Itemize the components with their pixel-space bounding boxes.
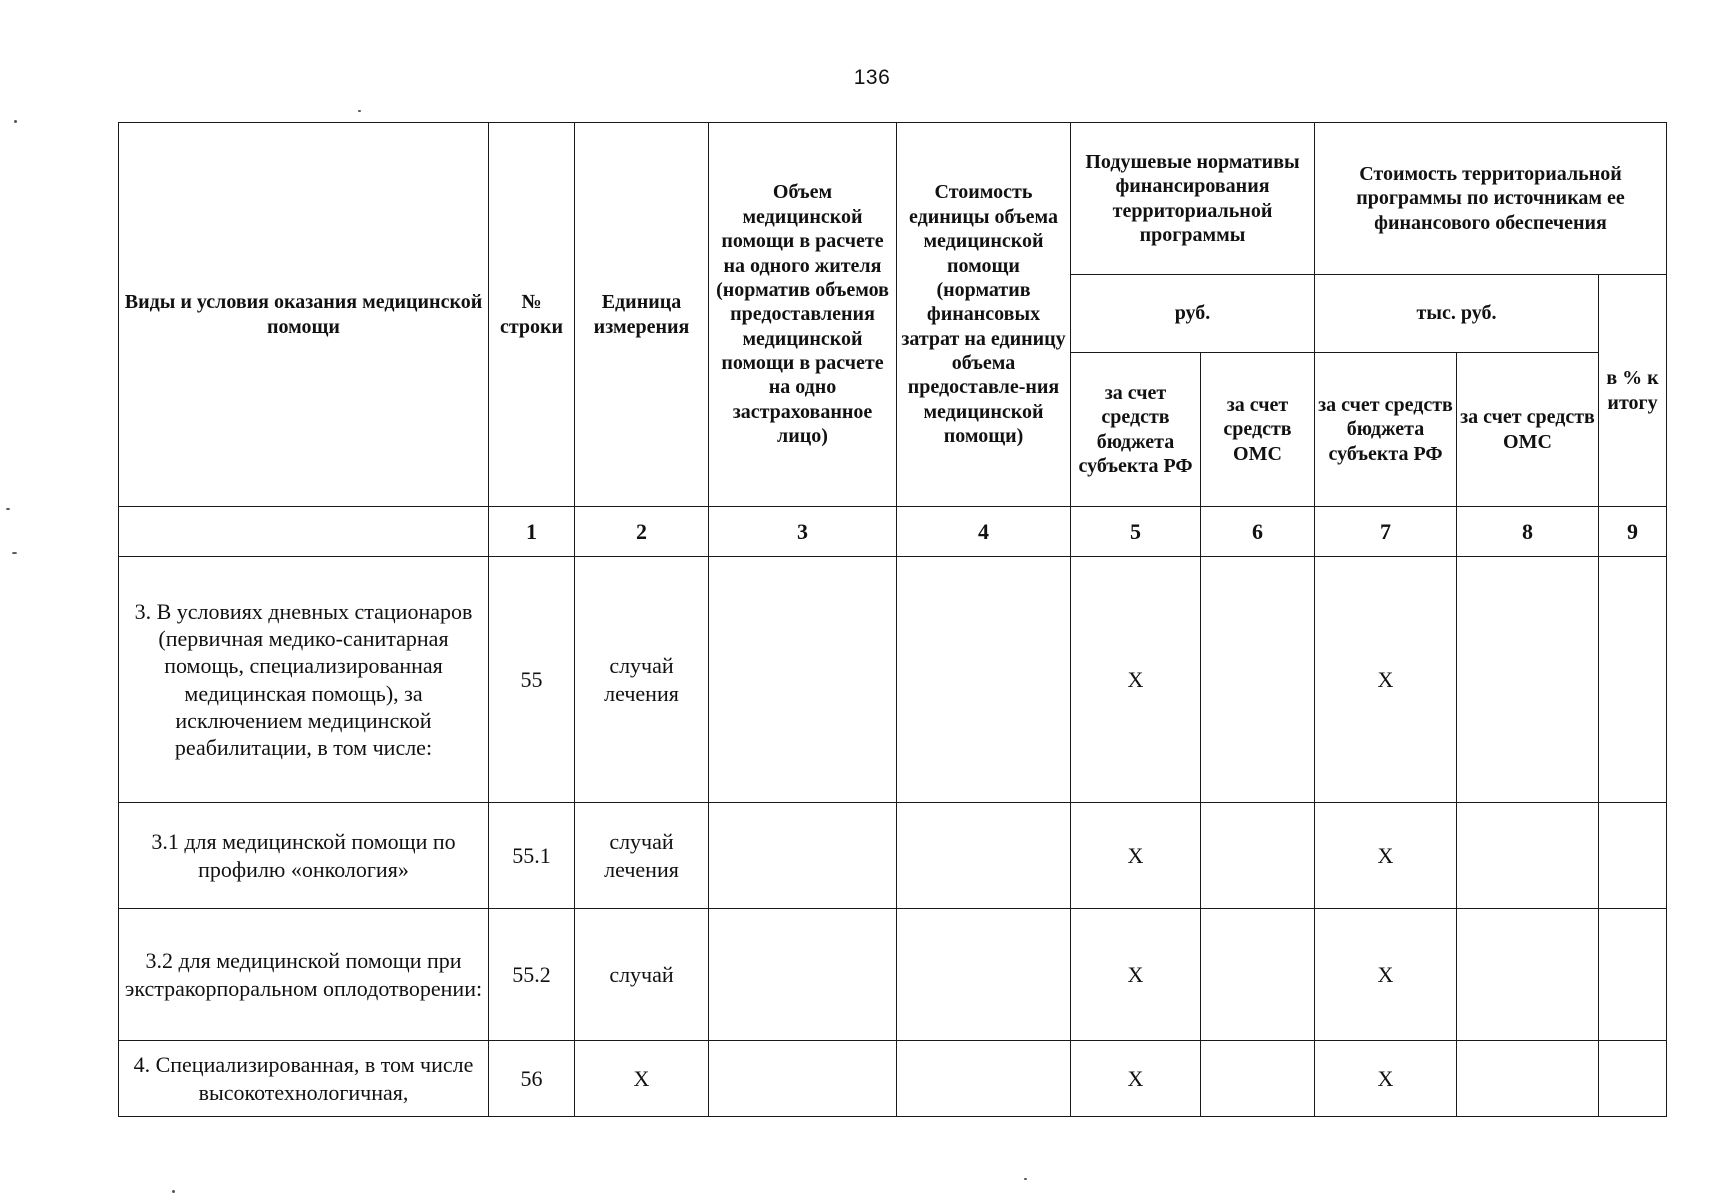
row-budget-rf-2: X — [1315, 909, 1457, 1041]
row-oms-2 — [1457, 1041, 1599, 1117]
row-percent — [1599, 803, 1667, 909]
column-number: 8 — [1457, 507, 1599, 557]
row-volume — [709, 557, 897, 803]
row-volume — [709, 803, 897, 909]
header-group-cost-program: Стоимость территориальной программы по источникам ее финансового обеспечения — [1315, 123, 1667, 275]
row-percent — [1599, 909, 1667, 1041]
row-unit: случай лечения — [575, 803, 709, 909]
row-oms — [1201, 909, 1315, 1041]
scan-speck — [14, 120, 17, 123]
row-budget-rf: X — [1071, 909, 1201, 1041]
row-percent — [1599, 557, 1667, 803]
row-number: 56 — [489, 1041, 575, 1117]
column-number: 5 — [1071, 507, 1201, 557]
header-percent: в % к итогу — [1599, 275, 1667, 507]
column-number-empty — [119, 507, 489, 557]
header-oms-2: за счет средств ОМС — [1457, 353, 1599, 507]
row-name: 3.2 для медицинской помощи при экстракорпоральном оплодотворении: — [119, 909, 489, 1041]
row-oms — [1201, 557, 1315, 803]
row-oms — [1201, 803, 1315, 909]
row-oms-2 — [1457, 909, 1599, 1041]
header-unit-thousand-rub: тыс. руб. — [1315, 275, 1599, 353]
row-cost-unit — [897, 557, 1071, 803]
column-number: 9 — [1599, 507, 1667, 557]
header-group-per-capita: Подушевые нормативы финансирования территориальной программы — [1071, 123, 1315, 275]
row-budget-rf-2: X — [1315, 557, 1457, 803]
table-row — [119, 803, 1667, 909]
header-row-no: № строки — [489, 123, 575, 507]
header-unit: Единица измерения — [575, 123, 709, 507]
row-name: 4. Специализированная, в том числе высокотехнологичная, — [119, 1041, 489, 1117]
column-number: 6 — [1201, 507, 1315, 557]
row-volume — [709, 909, 897, 1041]
row-budget-rf: X — [1071, 1041, 1201, 1117]
scan-speck — [12, 552, 17, 554]
scan-speck — [172, 1190, 175, 1193]
row-number: 55 — [489, 557, 575, 803]
column-number: 1 — [489, 507, 575, 557]
row-budget-rf: X — [1071, 557, 1201, 803]
row-percent — [1599, 1041, 1667, 1117]
table-row — [119, 909, 1667, 1041]
row-oms-2 — [1457, 557, 1599, 803]
row-budget-rf-2: X — [1315, 1041, 1457, 1117]
financing-table — [118, 122, 1667, 1117]
header-volume: Объем медицинской помощи в расчете на одного жителя (норматив объемов предоставления медицинской помощи в расчете на одно застрахованное лицо) — [709, 123, 897, 507]
scan-speck — [358, 110, 361, 112]
row-volume — [709, 1041, 897, 1117]
header-budget-rf: за счет средств бюджета субъекта РФ — [1071, 353, 1201, 507]
row-oms — [1201, 1041, 1315, 1117]
column-number: 2 — [575, 507, 709, 557]
scan-speck — [6, 508, 10, 510]
column-number: 3 — [709, 507, 897, 557]
column-number: 7 — [1315, 507, 1457, 557]
header-unit-rub: руб. — [1071, 275, 1315, 353]
row-oms-2 — [1457, 803, 1599, 909]
header-oms: за счет средств ОМС — [1201, 353, 1315, 507]
column-numbers-row — [119, 507, 1667, 557]
row-cost-unit — [897, 803, 1071, 909]
row-budget-rf-2: X — [1315, 803, 1457, 909]
row-unit: случай лечения — [575, 557, 709, 803]
row-cost-unit — [897, 909, 1071, 1041]
row-budget-rf: X — [1071, 803, 1201, 909]
row-unit: случай — [575, 909, 709, 1041]
row-name: 3. В условиях дневных стационаров (первичная медико-санитарная помощь, специализированная медицинская помощь), за исключением медицинской реабилитации, в том числе: — [119, 557, 489, 803]
header-cost-unit: Стоимость единицы объема медицинской помощи (норматив финансовых затрат на единицу объема предоставле-ния медицинской помощи) — [897, 123, 1071, 507]
page-number: 136 — [853, 66, 891, 89]
row-unit: X — [575, 1041, 709, 1117]
row-cost-unit — [897, 1041, 1071, 1117]
header-budget-rf-2: за счет средств бюджета субъекта РФ — [1315, 353, 1457, 507]
row-name: 3.1 для медицинской помощи по профилю «онкология» — [119, 803, 489, 909]
table-row — [119, 557, 1667, 803]
column-number: 4 — [897, 507, 1071, 557]
row-number: 55.1 — [489, 803, 575, 909]
header-types: Виды и условия оказания медицинской помощи — [119, 123, 489, 507]
table-row — [119, 1041, 1667, 1117]
row-number: 55.2 — [489, 909, 575, 1041]
scan-speck — [1024, 1178, 1027, 1180]
